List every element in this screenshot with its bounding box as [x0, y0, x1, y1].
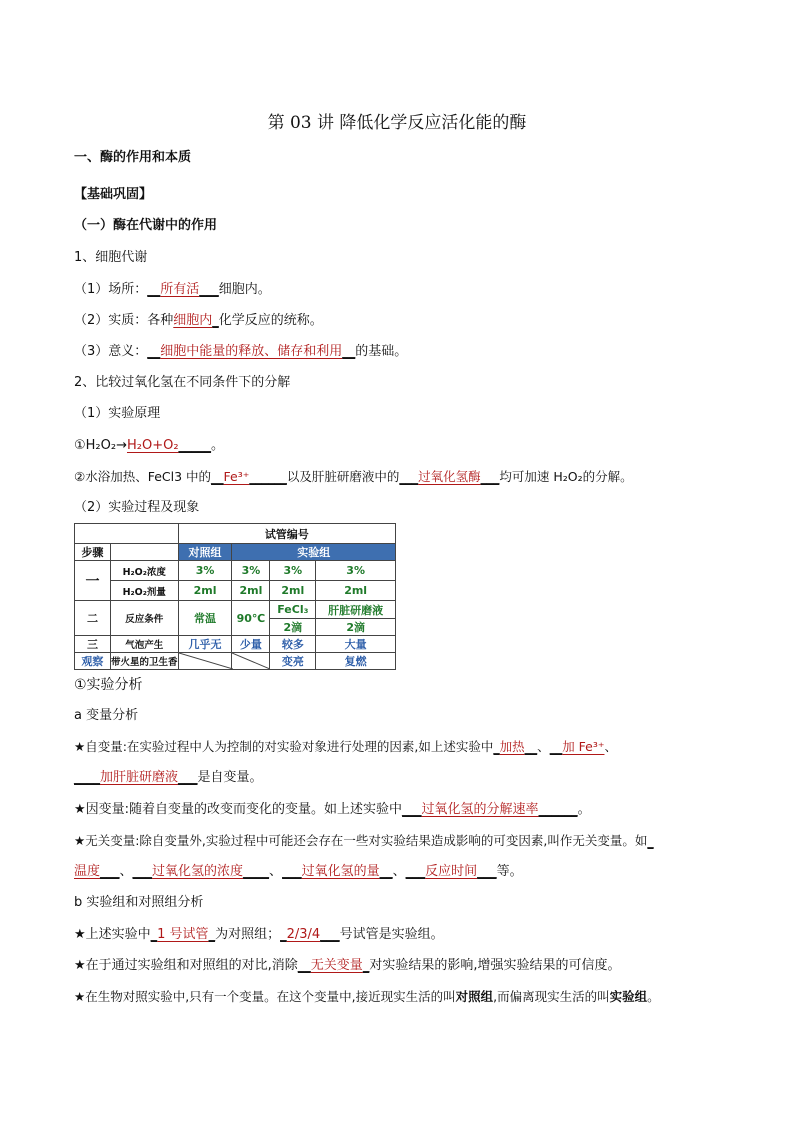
independent-line: ★自变量:在实验过程中人为控制的对实验对象进行处理的因素,如上述实验中_加热__、__加 Fe³⁺、: [74, 739, 617, 754]
dose-1: 2ml: [178, 581, 232, 601]
equation-label: ①H₂O₂→: [74, 438, 127, 453]
essence-line: （2）实质：各种细胞内_化学反应的统称。: [74, 313, 323, 328]
location-line: （1）场所：__所有活___细胞内。: [74, 282, 271, 297]
basic-heading: 【基础巩固】: [74, 187, 153, 202]
drops-4: 2滴: [316, 619, 396, 636]
rate-answer: 过氧化氢的分解速率: [421, 802, 539, 817]
dose-4: 2ml: [316, 581, 396, 601]
extraneous-line-2: 温度___、___过氧化氢的浓度____、___过氧化氢的量__、___反应时间___等。: [74, 864, 523, 879]
condition-label: 反应条件: [110, 601, 178, 636]
cond-3: FeCl₃: [270, 601, 316, 619]
fe-add-answer: 加 Fe³⁺: [562, 739, 605, 754]
time-answer: 反应时间: [425, 864, 478, 879]
extraneous-label: ★无关变量:除自变量外,实验过程中可能还会存在一些对实验结果造成影响的可变因素,叫作无关变量。如: [74, 833, 648, 848]
irrelevant-variable-answer: 无关变量: [310, 958, 363, 973]
observe-label: 观察: [75, 653, 111, 670]
location-label: （1）场所：: [74, 282, 148, 297]
diagonal-line: [179, 653, 233, 669]
control-group-header: 对照组: [178, 544, 232, 561]
bubble-4: 大量: [316, 636, 396, 653]
essence-answer: 细胞内: [173, 313, 213, 328]
group-heading: b 实验组和对照组分析: [74, 895, 204, 910]
drops-3: 2滴: [270, 619, 316, 636]
incense-label: 带火星的卫生香: [110, 653, 178, 670]
variable-heading: a 变量分析: [74, 708, 139, 723]
step-two: 二: [75, 601, 111, 636]
meaning-label: （3）意义：: [74, 344, 148, 359]
bubble-label: 气泡产生: [110, 636, 178, 653]
conditions-label: ②水浴加热、FeCl3 中的: [74, 469, 212, 484]
conc-4: 3%: [316, 561, 396, 581]
item-heading-2: 2、比较过氧化氢在不同条件下的分解: [74, 375, 291, 390]
bubble-1: 几乎无: [178, 636, 232, 653]
liver-answer: 加肝脏研磨液: [100, 770, 179, 785]
principle-heading: （1）实验原理: [74, 406, 161, 421]
experiment-table: [74, 523, 396, 670]
enzyme-answer: 过氧化氢酶: [418, 469, 481, 484]
bubble-2: 少量: [232, 636, 270, 653]
incense-3: 变亮: [270, 653, 316, 670]
extraneous-line: ★无关变量:除自变量外,实验过程中可能还会存在一些对实验结果造成影响的可变因素,叫作无关变量。如_: [74, 833, 654, 848]
concentration-label: H₂O₂浓度: [110, 561, 178, 581]
dose-2: 2ml: [232, 581, 270, 601]
dependent-post: 。: [577, 802, 591, 817]
control-group-term: 对照组: [455, 989, 494, 1004]
equation-line: ①H₂O₂→H₂O+O₂_____。: [74, 438, 225, 453]
conditions-post: 均可加速 H₂O₂的分解。: [499, 469, 633, 484]
purpose-label: ★在于通过实验组和对照组的对比,消除: [74, 958, 298, 973]
dependent-label: ★因变量:随着自变量的改变而变化的变量。如上述实验中: [74, 802, 403, 817]
subsection-heading: （一）酶在代谢中的作用: [74, 218, 218, 233]
cond-4: 肝脏研磨液: [316, 601, 396, 619]
conc-2: 3%: [232, 561, 270, 581]
dose-3: 2ml: [270, 581, 316, 601]
tube-number-header: 试管编号: [178, 524, 395, 544]
groups-line: ★上述实验中_1 号试管_为对照组；_2/3/4___号试管是实验组。: [74, 927, 444, 942]
cond-1: 常温: [178, 601, 232, 636]
meaning-line: （3）意义：__细胞中能量的释放、储存和利用__的基础。: [74, 344, 408, 359]
conc-1: 3%: [178, 561, 232, 581]
essence-label: （2）实质：各种: [74, 313, 174, 328]
step-one: 一: [75, 561, 111, 601]
independent-line-2: ____加肝脏研磨液___是自变量。: [74, 770, 263, 785]
essence-post: 化学反应的统称。: [218, 313, 323, 328]
heat-answer: 加热: [499, 739, 525, 754]
cond-2: 90℃: [232, 601, 270, 636]
control-tube-answer: 1 号试管: [157, 927, 209, 942]
amount-answer: 过氧化氢的量: [301, 864, 380, 879]
equation-post: 。: [211, 438, 225, 453]
dependent-line: ★因变量:随着自变量的改变而变化的变量。如上述实验中___过氧化氢的分解速率______。: [74, 802, 591, 817]
incense-4: 复燃: [316, 653, 396, 670]
dose-label: H₂O₂剂量: [110, 581, 178, 601]
independent-post: 是自变量。: [197, 770, 263, 785]
location-post: 细胞内。: [218, 282, 271, 297]
temperature-answer: 温度: [74, 864, 101, 879]
purpose-line: ★在于通过实验组和对照组的对比,消除__无关变量_对实验结果的影响,增强实验结果的可信度。: [74, 958, 621, 973]
groups-label: ★上述实验中: [74, 927, 151, 942]
page-title: 第 03 讲 降低化学反应活化能的酶: [267, 113, 527, 133]
item-heading: 1、细胞代谢: [74, 250, 148, 265]
diagonal-line: [232, 653, 270, 669]
section-heading: 一、酶的作用和本质: [74, 150, 192, 165]
meaning-answer: 细胞中能量的释放、储存和利用: [160, 344, 343, 359]
experimental-tubes-answer: 2/3/4: [286, 927, 321, 942]
slash-cell-1: [178, 653, 232, 670]
bubble-3: 较多: [270, 636, 316, 653]
concentration-answer: 过氧化氢的浓度: [152, 864, 244, 879]
conditions-mid: 以及肝脏研磨液中的: [286, 469, 400, 484]
process-heading: （2）实验过程及现象: [74, 500, 200, 515]
conditions-line: ②水浴加热、FeCl3 中的__Fe³⁺______以及肝脏研磨液中的___过氧化氢酶___均可加速 H₂O₂的分解。: [74, 469, 633, 484]
equation-answer: H₂O+O₂: [126, 438, 179, 453]
experimental-group-header: 实验组: [232, 544, 396, 561]
fe-answer: Fe³⁺: [223, 469, 250, 484]
meaning-post: 的基础。: [355, 344, 408, 359]
slash-cell-2: [232, 653, 270, 670]
step-three: 三: [75, 636, 111, 653]
independent-label: ★自变量:在实验过程中人为控制的对实验对象进行处理的因素,如上述实验中: [74, 739, 494, 754]
step-header: 步骤: [75, 544, 111, 561]
location-answer: 所有活: [160, 282, 200, 297]
experimental-group-term: 实验组: [609, 989, 648, 1004]
analysis-heading: ①实验分析: [74, 677, 143, 693]
single-variable-line: ★在生物对照实验中,只有一个变量。在这个变量中,接近现实生活的叫对照组,而偏离现实生活的叫实验组。: [74, 989, 660, 1004]
conc-3: 3%: [270, 561, 316, 581]
